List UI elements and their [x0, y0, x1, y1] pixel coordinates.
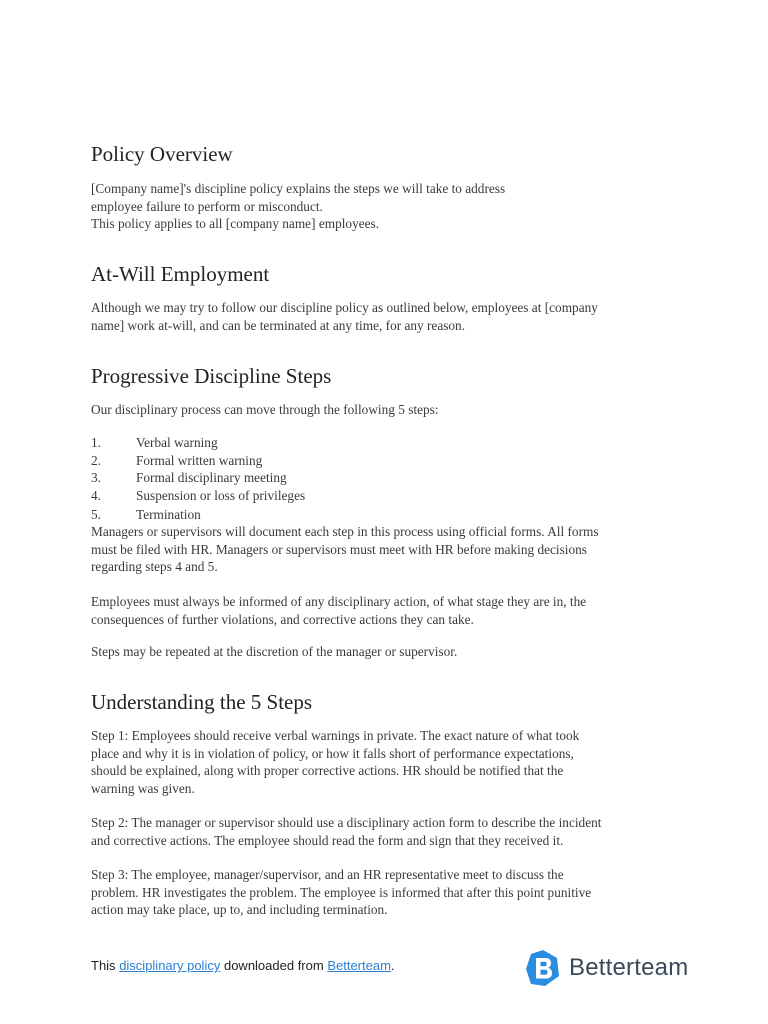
text-line: Employees must always be informed of any disciplinary action, of what stage they are in, the [91, 594, 587, 609]
overview-paragraph [91, 180, 681, 233]
betterteam-badge-icon [525, 949, 561, 987]
text-line: problem. HR investigates the problem. The employee is informed that after this point punitive [91, 884, 592, 900]
repeat-paragraph [91, 643, 681, 661]
step1-paragraph [91, 727, 681, 797]
text-line: Step 1: Employees should receive verbal warnings in private. The exact nature of what took [91, 728, 580, 743]
footer-middle: downloaded from [223, 958, 324, 973]
text-line: consequences of further violations, and corrective actions they can take. [91, 611, 474, 627]
text-line: Steps may be repeated at the discretion of the manager or supervisor. [91, 644, 458, 659]
step-label: Suspension or loss of privileges [136, 488, 306, 503]
footer-prefix: This [91, 958, 116, 973]
section-heading-at-will-employment: At-Will Employment [91, 262, 270, 286]
section-heading-understanding-steps: Understanding the 5 Steps [91, 690, 313, 714]
step-label: Formal disciplinary meeting [136, 470, 287, 485]
step-list-item [91, 469, 287, 487]
text-line: Step 2: The manager or supervisor should use a disciplinary action form to describe the incident [91, 815, 602, 830]
step-list-item [91, 506, 201, 524]
text-line: Our disciplinary process can move through the following 5 steps: [91, 402, 439, 417]
text-line: warning was given. [91, 780, 195, 796]
informed-paragraph [91, 593, 681, 628]
text-line: [Company name]'s discipline policy explains the steps we will take to address [91, 181, 506, 196]
step-number: 3. [91, 470, 101, 485]
text-line: Step 3: The employee, manager/supervisor, and an HR representative meet to discuss the [91, 867, 564, 882]
text-line: employee failure to perform or misconduct. [91, 198, 323, 214]
step-list-item [91, 452, 262, 470]
disciplinary-policy-link[interactable]: disciplinary policy [119, 958, 221, 973]
logo-wordmark: Betterteam [569, 954, 689, 981]
forms-paragraph [91, 523, 681, 576]
text-line: Managers or supervisors will document each step in this process using official forms. All forms [91, 524, 599, 539]
text-line: Although we may try to follow our discipline policy as outlined below, employees at [company [91, 300, 598, 315]
text-line: place and why it is in violation of policy, or how it falls short of performance expectations, [91, 745, 574, 761]
step-number: 4. [91, 488, 101, 503]
text-line: and corrective actions. The employee should read the form and sign that they received it. [91, 832, 564, 848]
step-label: Formal written warning [136, 453, 263, 468]
footer-credit [91, 958, 395, 973]
step-label: Verbal warning [136, 435, 218, 450]
step-number: 2. [91, 453, 101, 468]
text-line: This policy applies to all [company name] employees. [91, 216, 380, 232]
step-list-item [91, 487, 305, 505]
betterteam-link[interactable]: Betterteam [327, 958, 391, 973]
section-heading-progressive-discipline: Progressive Discipline Steps [91, 364, 332, 388]
betterteam-logo[interactable] [525, 949, 688, 987]
at-will-paragraph [91, 299, 681, 334]
text-line: must be filed with HR. Managers or supervisors must meet with HR before making decisions [91, 541, 587, 557]
text-line: action may take place, up to, and including termination. [91, 902, 388, 918]
step-list-item [91, 434, 218, 452]
step3-paragraph [91, 866, 681, 919]
text-line: name] work at-will, and can be terminated at any time, for any reason. [91, 317, 466, 333]
text-line: should be explained, along with proper corrective actions. HR should be notified that the [91, 763, 564, 779]
text-line: regarding steps 4 and 5. [91, 559, 218, 575]
step-label: Termination [136, 507, 201, 522]
progressive-intro [91, 401, 681, 419]
step-number: 5. [91, 507, 101, 522]
step-number: 1. [91, 435, 101, 450]
footer-suffix: . [390, 958, 395, 973]
step2-paragraph [91, 814, 681, 849]
section-heading-policy-overview: Policy Overview [91, 142, 233, 166]
